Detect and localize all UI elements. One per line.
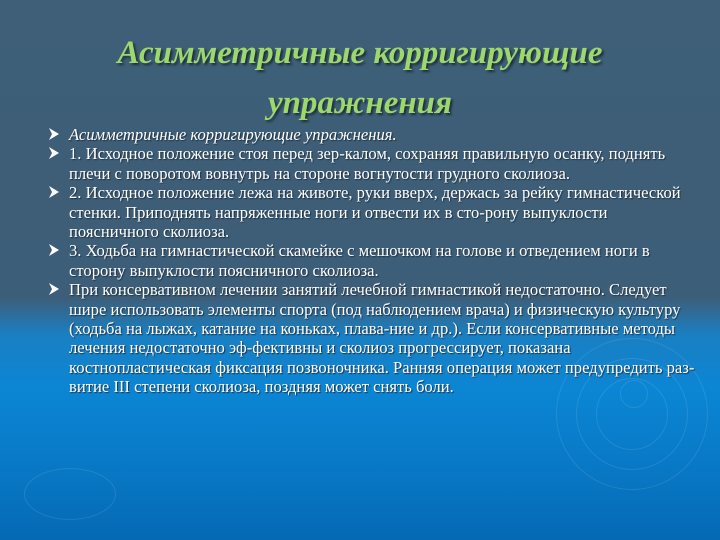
bullet-item [0, 144, 700, 183]
bullet-text: Асимметричные корригирующие упражнения. [69, 125, 397, 144]
arrow-bullet-icon [48, 127, 60, 141]
bullet-item [0, 183, 700, 241]
bullet-item [0, 241, 700, 280]
slide-title: Асимметричные корригирующие упражнения [117, 35, 603, 121]
bullet-text: 1. Исходное положение стоя перед зер-калом, сохраняя правильную осанку, поднять плечи с поворотом вовнутрь на стороне вогнутости грудного сколиоза. [69, 144, 666, 183]
bullet-text: При консервативном лечении занятий лечебной гимнастикой недостаточно. Следует шире использовать элементы спорта (под наблюдением врача) и физическую культуру (ходьба на лыжах, катание на коньках, плава-ние и др.). Если консервативные методы лечения недостаточно эф-фективны и сколиоз прогрессирует, показана костнопластическая фиксация позвоночника. Ранняя операция может предупредить раз-витие III степени сколиоза, поздняя может снять боли. [69, 280, 695, 397]
bullet-text: 2. Исходное положение лежа на животе, руки вверх, держась за рейку гимнастической стенки. Приподнять напряженные ноги и отвести их в сто-рону выпуклости поясничного сколиоза. [69, 183, 681, 242]
arrow-bullet-icon [48, 282, 60, 296]
bullet-item [0, 125, 700, 144]
bullet-text: 3. Ходьба на гимнастической скамейке с мешочком на голове и отведением ноги в сторону выпуклости поясничного сколиоза. [69, 241, 650, 280]
arrow-bullet-icon [48, 243, 60, 257]
bullet-list [0, 125, 700, 397]
water-ripple-decoration [24, 468, 116, 520]
bullet-item [0, 280, 700, 396]
arrow-bullet-icon [48, 146, 60, 160]
arrow-bullet-icon [48, 185, 60, 199]
